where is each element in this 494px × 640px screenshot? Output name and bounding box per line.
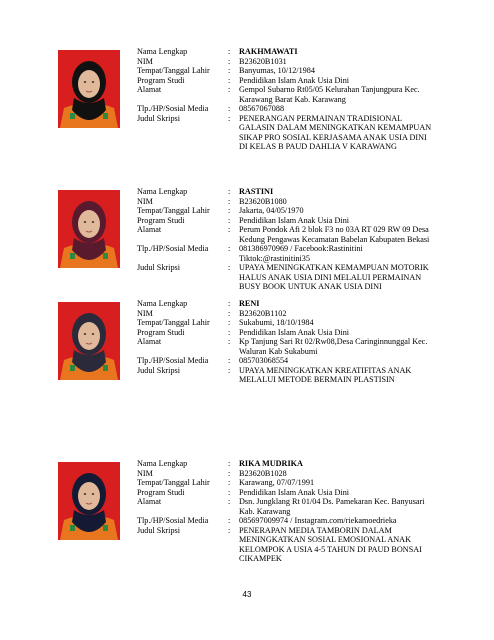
field-colon: : bbox=[228, 196, 231, 206]
field-value: B23620B1080 bbox=[239, 196, 287, 206]
field-colon: : bbox=[228, 487, 231, 497]
field-value: Sukabumi, 18/10/1984 bbox=[239, 318, 314, 327]
field-label: Tlp./HP/Sosial Media bbox=[137, 244, 209, 253]
value-line: DI KELAS B PAUD DAHLIA V KARAWANG bbox=[239, 142, 397, 151]
value-line: UPAYA MENINGKATKAN KEMAMPUAN MOTORIK bbox=[239, 263, 429, 272]
field-label: Judul Skripsi bbox=[137, 263, 180, 272]
value-line: 085697009974 / Instagram.com/riekamoedrieka bbox=[239, 516, 397, 525]
field-colon: : bbox=[228, 206, 231, 215]
field-address bbox=[137, 225, 467, 244]
field-colon: : bbox=[228, 337, 231, 346]
field-colon: : bbox=[228, 308, 231, 318]
field-birth bbox=[137, 66, 467, 76]
value-line: CIKAMPEK bbox=[239, 554, 282, 563]
field-label: Nama Lengkap bbox=[137, 299, 188, 308]
field-colon: : bbox=[228, 56, 231, 66]
student-info bbox=[137, 47, 467, 152]
field-thesis bbox=[137, 526, 467, 564]
field-colon: : bbox=[228, 327, 231, 337]
field-colon: : bbox=[228, 66, 231, 75]
value-line: 085703068554 bbox=[239, 356, 289, 365]
field-colon: : bbox=[228, 318, 231, 327]
value-line: BUSY BOOK UNTUK ANAK USIA DINI bbox=[239, 282, 382, 291]
field-value: Pendidikan Islam Anak Usia Dini bbox=[239, 327, 350, 337]
field-value: Karawang, 07/07/1991 bbox=[239, 478, 315, 487]
field-value: B23620B1028 bbox=[239, 468, 287, 478]
field-thesis bbox=[137, 263, 467, 292]
student-info bbox=[137, 187, 467, 292]
value-line: PENERAPAN MEDIA TAMBORIN DALAM bbox=[239, 525, 392, 535]
field-label: Judul Skripsi bbox=[137, 113, 180, 123]
field-label: Tlp./HP/Sosial Media bbox=[137, 104, 209, 113]
field-colon: : bbox=[228, 215, 231, 225]
student-info bbox=[137, 299, 467, 385]
field-label: Alamat bbox=[137, 337, 162, 346]
field-colon: : bbox=[228, 85, 231, 94]
field-nim bbox=[137, 197, 467, 207]
field-label: NIM bbox=[137, 56, 153, 66]
field-address bbox=[137, 85, 467, 104]
value-line: GALASIN DALAM MENINGKATKAN KEMAMPUAN bbox=[239, 123, 432, 132]
field-value: RENI bbox=[239, 299, 260, 308]
value-line: Waluran Kab Sukabumi bbox=[239, 346, 318, 356]
field-label: Alamat bbox=[137, 85, 162, 94]
field-nim bbox=[137, 469, 467, 479]
field-label: Nama Lengkap bbox=[137, 187, 188, 196]
field-address bbox=[137, 337, 467, 356]
value-line: PENERANGAN PERMAINAN TRADISIONAL bbox=[239, 113, 403, 123]
field-value: B23620B1031 bbox=[239, 56, 287, 66]
field-value: Pendidikan Islam Anak Usia Dini bbox=[239, 75, 350, 85]
value-line: MENINGKATKAN SOSIAL EMOSIONAL ANAK bbox=[239, 535, 412, 544]
value-line: Kab. Karawang bbox=[239, 506, 291, 516]
field-label: Nama Lengkap bbox=[137, 459, 188, 468]
field-value bbox=[239, 244, 467, 263]
field-address bbox=[137, 497, 467, 516]
field-colon: : bbox=[228, 113, 231, 123]
page-number: 43 bbox=[242, 590, 252, 599]
field-label: Alamat bbox=[137, 497, 162, 506]
field-colon: : bbox=[228, 525, 231, 535]
field-value bbox=[239, 516, 467, 526]
field-colon: : bbox=[228, 299, 231, 308]
field-value: Pendidikan Islam Anak Usia Dini bbox=[239, 487, 350, 497]
field-label: NIM bbox=[137, 308, 153, 318]
value-line: Perum Pondok Afi 2 blok F3 no 03A RT 029 RW 09 Desa bbox=[239, 225, 429, 234]
field-value: B23620B1102 bbox=[239, 308, 287, 318]
field-contact bbox=[137, 356, 467, 366]
field-label: Judul Skripsi bbox=[137, 365, 180, 375]
value-line: Kp Tanjung Sari Rt 02/Rw08,Desa Caringinnunggal Kec. bbox=[239, 337, 428, 346]
field-label: Tempat/Tanggal Lahir bbox=[137, 206, 210, 215]
field-value bbox=[239, 356, 467, 366]
field-colon: : bbox=[228, 187, 231, 196]
field-label: Tlp./HP/Sosial Media bbox=[137, 356, 209, 365]
field-value bbox=[239, 337, 467, 356]
field-colon: : bbox=[228, 244, 231, 253]
field-name bbox=[137, 299, 467, 309]
field-program bbox=[137, 488, 467, 498]
field-colon: : bbox=[228, 225, 231, 234]
value-line: MELALUI METODE BERMAIN PLASTISIN bbox=[239, 375, 395, 384]
field-contact bbox=[137, 516, 467, 526]
field-colon: : bbox=[228, 356, 231, 365]
field-colon: : bbox=[228, 263, 231, 272]
field-colon: : bbox=[228, 365, 231, 375]
field-label: Tlp./HP/Sosial Media bbox=[137, 516, 209, 525]
field-label: Tempat/Tanggal Lahir bbox=[137, 66, 210, 75]
field-value bbox=[239, 263, 467, 292]
value-line: HALUS ANAK USIA DINI MELALUI PERMAINAN bbox=[239, 272, 422, 282]
student-photo bbox=[58, 50, 120, 128]
field-label: Program Studi bbox=[137, 215, 185, 225]
field-value: RIKA MUDRIKA bbox=[239, 459, 303, 468]
field-label: NIM bbox=[137, 468, 153, 478]
field-colon: : bbox=[228, 47, 231, 56]
field-colon: : bbox=[228, 104, 231, 113]
field-value: RASTINI bbox=[239, 187, 274, 196]
field-value: RAKHMAWATI bbox=[239, 47, 298, 56]
student-photo bbox=[58, 302, 120, 380]
value-line: KELOMPOK A USIA 4-5 TAHUN DI PAUD BONSAI bbox=[239, 544, 422, 554]
value-line: UPAYA MENINGKATKAN KREATIFITAS ANAK bbox=[239, 365, 412, 375]
field-name bbox=[137, 187, 467, 197]
field-contact bbox=[137, 244, 467, 263]
field-colon: : bbox=[228, 478, 231, 487]
field-nim bbox=[137, 57, 467, 67]
field-colon: : bbox=[228, 459, 231, 468]
field-birth bbox=[137, 318, 467, 328]
field-value bbox=[239, 114, 467, 152]
value-line: Gempol Subarno Rt05/05 Kelurahan Tanjungpura Kec. bbox=[239, 85, 420, 94]
field-contact bbox=[137, 104, 467, 114]
value-line: 081386970969 / Facebook:Rastinitini bbox=[239, 244, 363, 253]
field-value bbox=[239, 366, 467, 385]
field-value bbox=[239, 85, 467, 104]
field-label: Alamat bbox=[137, 225, 162, 234]
field-label: NIM bbox=[137, 196, 153, 206]
field-birth bbox=[137, 206, 467, 216]
field-value bbox=[239, 225, 467, 244]
value-line: Kedung Pengawas Kecamatan Babelan Kabupaten Bekasi bbox=[239, 234, 430, 244]
field-value bbox=[239, 526, 467, 564]
field-thesis bbox=[137, 114, 467, 152]
field-label: Program Studi bbox=[137, 487, 185, 497]
field-label: Tempat/Tanggal Lahir bbox=[137, 478, 210, 487]
field-value: Pendidikan Islam Anak Usia Dini bbox=[239, 215, 350, 225]
value-line: SIKAP PRO SOSIAL KERJASAMA ANAK USIA DINI bbox=[239, 132, 427, 142]
field-colon: : bbox=[228, 516, 231, 525]
field-program bbox=[137, 216, 467, 226]
value-line: Tiktok:@rastinitini35 bbox=[239, 253, 310, 263]
field-label: Tempat/Tanggal Lahir bbox=[137, 318, 210, 327]
field-value: Jakarta, 04/05/1970 bbox=[239, 206, 304, 215]
field-label: Judul Skripsi bbox=[137, 525, 180, 535]
student-photo bbox=[58, 462, 120, 540]
student-info bbox=[137, 459, 467, 564]
field-value bbox=[239, 497, 467, 516]
field-label: Nama Lengkap bbox=[137, 47, 188, 56]
field-value: Banyumas, 10/12/1984 bbox=[239, 66, 315, 75]
value-line: Dsn. Jungklang Rt 01/04 Ds. Pamekaran Kec. Banyusari bbox=[239, 497, 425, 506]
field-program bbox=[137, 76, 467, 86]
field-birth bbox=[137, 478, 467, 488]
field-name bbox=[137, 459, 467, 469]
field-colon: : bbox=[228, 468, 231, 478]
value-line: 08567067088 bbox=[239, 104, 285, 113]
field-label: Program Studi bbox=[137, 75, 185, 85]
field-nim bbox=[137, 309, 467, 319]
field-colon: : bbox=[228, 497, 231, 506]
field-program bbox=[137, 328, 467, 338]
value-line: Karawang Barat Kab. Karawang bbox=[239, 94, 346, 104]
field-colon: : bbox=[228, 75, 231, 85]
student-photo bbox=[58, 190, 120, 268]
field-thesis bbox=[137, 366, 467, 385]
field-name bbox=[137, 47, 467, 57]
field-label: Program Studi bbox=[137, 327, 185, 337]
field-value bbox=[239, 104, 467, 114]
